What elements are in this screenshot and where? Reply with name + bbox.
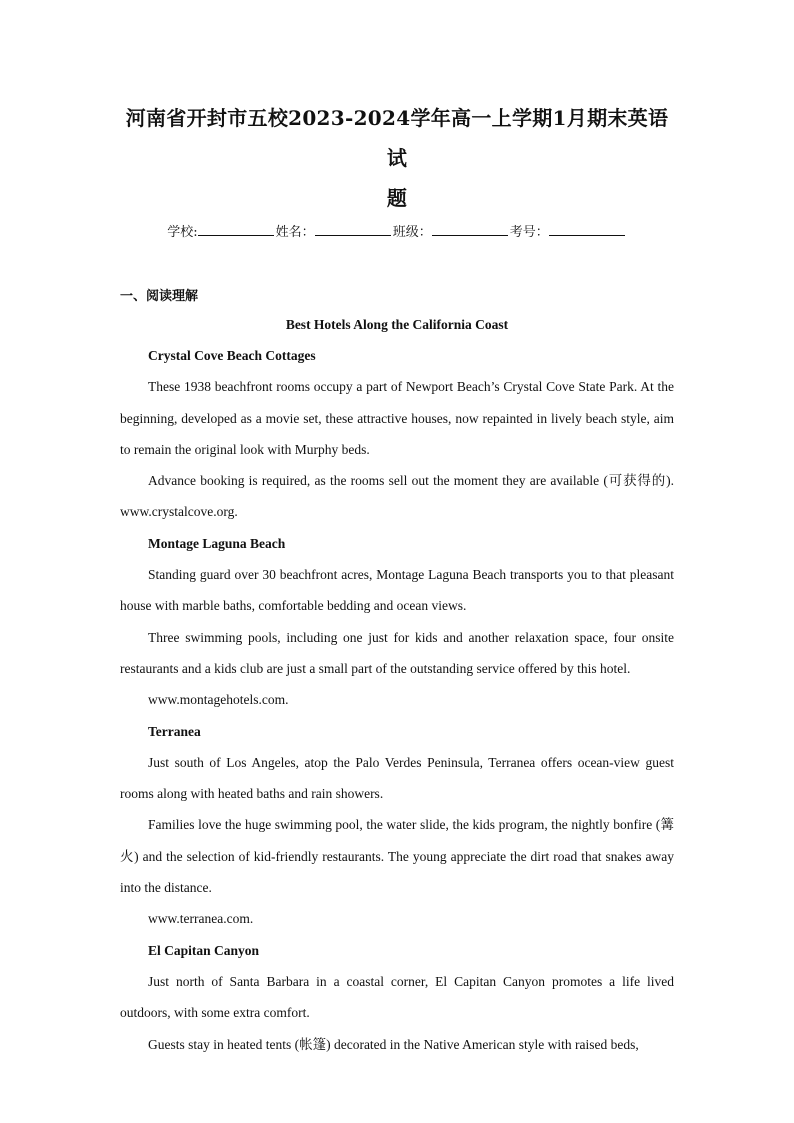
passage-body (120, 340, 674, 1060)
school-label: 学校: (167, 225, 198, 240)
hotel-name: El Capitan Canyon (148, 942, 260, 958)
hotel-website: www.terranea.com. (148, 911, 254, 927)
title-line-1: 河南省开封市五校2023-2024学年高一上学期1月期末英语试 (125, 106, 669, 170)
hotel-name: Montage Laguna Beach (148, 535, 286, 551)
student-info-line (120, 222, 674, 243)
school-blank (198, 222, 274, 236)
hotel-name: Crystal Cove Beach Cottages (148, 348, 316, 363)
class-blank (432, 222, 508, 236)
exam-number-label: 考号： (509, 225, 549, 240)
document-page (120, 98, 674, 1060)
hotel-paragraph: Just north of Santa Barbara in a coastal corner, El Capitan Canyon promotes a life lived outdoors, with some extra comfort. (120, 973, 674, 1021)
passage-title: Best Hotels Along the California Coast (285, 317, 509, 332)
class-label: 班级： (392, 225, 432, 240)
section-heading: 一、阅读理解 (120, 289, 199, 304)
exam-number-blank (549, 222, 625, 236)
name-label: 姓名： (275, 225, 315, 240)
title-line-2: 题 (386, 186, 408, 210)
hotel-paragraph: These 1938 beachfront rooms occupy a part of Newport Beach’s Crystal Cove State Park. At the beginning, developed as a movie set, these attractive houses, now repainted in lively beach style, aim to remain the original look with Murphy beds. (120, 379, 674, 457)
hotel-paragraph: Guests stay in heated tents (帐篷) decorated in the Native American style with raised beds, (148, 1036, 639, 1052)
hotel-paragraph: Just south of Los Angeles, atop the Palo Verdes Peninsula, Terranea offers ocean-view guest rooms along with heated baths and rain showers. (120, 754, 674, 802)
hotel-name: Terranea (148, 723, 201, 739)
hotel-website: www.montagehotels.com. (148, 692, 289, 708)
hotel-paragraph: Three swimming pools, including one just for kids and another relaxation space, four onsite restaurants and a kids club are just a small part of the outstanding service offered by this hotel. (120, 629, 674, 676)
name-blank (315, 222, 391, 236)
hotel-paragraph: Advance booking is required, as the rooms sell out the moment they are available (可获得的). www.crystalcove.org. (120, 473, 674, 520)
hotel-paragraph: Families love the huge swimming pool, the water slide, the kids program, the nightly bonfire (篝火) and the selection of kid-friendly restaurants. The young appreciate the dirt road that snakes away into the distance. (120, 817, 674, 896)
hotel-paragraph: Standing guard over 30 beachfront acres, Montage Laguna Beach transports you to that pleasant house with marble baths, comfortable bedding and ocean views. (120, 567, 674, 614)
document-title (120, 98, 674, 218)
